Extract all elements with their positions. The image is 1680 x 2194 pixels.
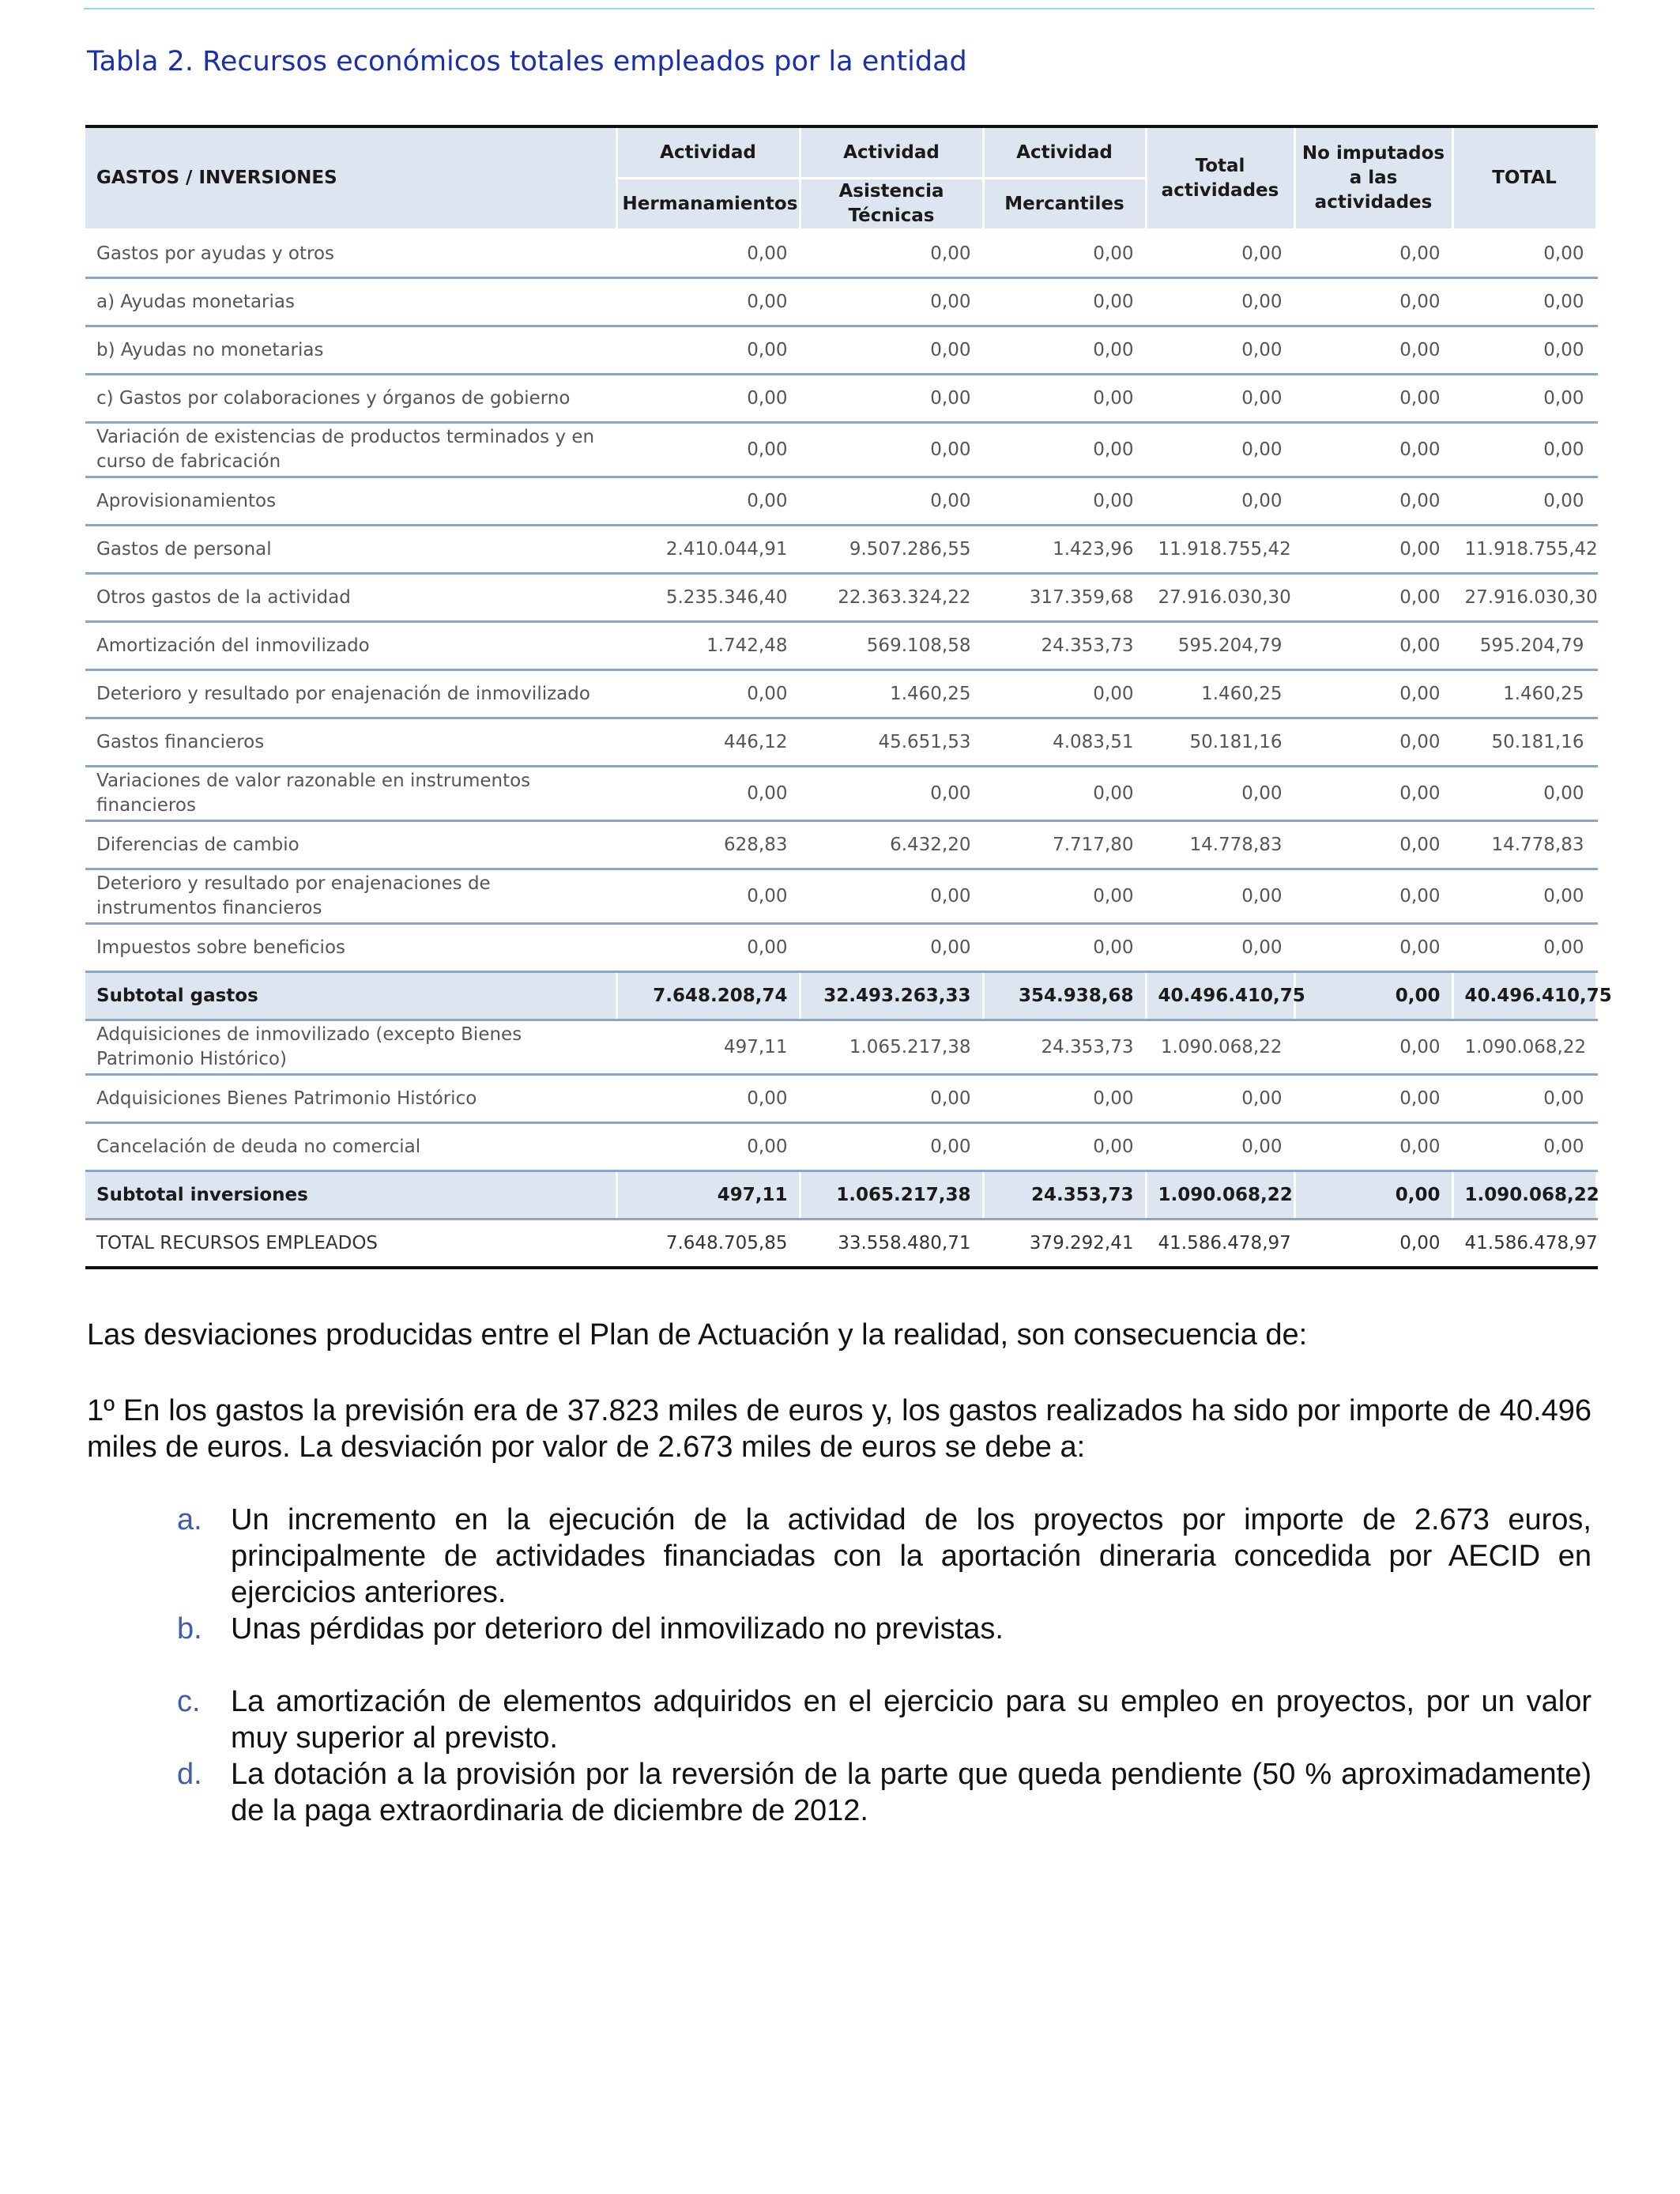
- reason-marker: a.: [177, 1503, 202, 1536]
- row-value: 1.460,25: [800, 670, 983, 718]
- row-value: 1.090.068,22: [1452, 1171, 1596, 1220]
- row-value: 0,00: [983, 670, 1146, 718]
- header-total-actividades: Total actividades: [1146, 126, 1294, 230]
- row-value: 0,00: [983, 767, 1146, 821]
- header-act2-bottom: Asistencia Técnicas: [800, 179, 983, 230]
- row-value: 0,00: [616, 230, 800, 278]
- row-value: 0,00: [983, 326, 1146, 375]
- row-value: 14.778,83: [1452, 821, 1596, 869]
- row-value: 0,00: [1146, 326, 1294, 375]
- row-value: 0,00: [800, 278, 983, 326]
- row-value: 14.778,83: [1146, 821, 1294, 869]
- row-value: 0,00: [983, 230, 1146, 278]
- row-value: 1.090.068,22: [1146, 1171, 1294, 1220]
- table-row: [85, 972, 1596, 1020]
- table-row: [85, 670, 1596, 718]
- header-act3-bottom: Mercantiles: [983, 179, 1146, 230]
- row-label: Subtotal inversiones: [85, 1171, 616, 1220]
- row-label: Diferencias de cambio: [85, 821, 616, 869]
- row-value: 0,00: [1294, 670, 1452, 718]
- row-value: 0,00: [1452, 278, 1596, 326]
- row-value: 569.108,58: [800, 622, 983, 670]
- row-value: 0,00: [1294, 869, 1452, 924]
- row-value: 0,00: [800, 423, 983, 477]
- reason-item: [87, 1502, 1591, 1611]
- row-label: Deterioro y resultado por enajenaciones de instrumentos financieros: [85, 869, 616, 924]
- row-value: 0,00: [1294, 375, 1452, 423]
- row-value: 27.916.030,30: [1146, 574, 1294, 622]
- table-row: [85, 869, 1596, 924]
- row-value: 0,00: [983, 477, 1146, 526]
- row-label: Cancelación de deuda no comercial: [85, 1123, 616, 1171]
- row-value: 0,00: [616, 1123, 800, 1171]
- row-label: TOTAL RECURSOS EMPLEADOS: [85, 1220, 616, 1269]
- table-row: [85, 622, 1596, 670]
- row-value: 11.918.755,42: [1452, 526, 1596, 574]
- row-value: 0,00: [800, 326, 983, 375]
- row-value: 0,00: [1294, 1220, 1452, 1269]
- row-value: 0,00: [1146, 869, 1294, 924]
- table-row: [85, 423, 1596, 477]
- table-row: [85, 278, 1596, 326]
- row-value: 0,00: [983, 869, 1146, 924]
- expense-deviation-paragraph: 1º En los gastos la previsión era de 37.823 miles de euros y, los gastos realizados ha sido por importe de 40.496 miles de euros. La desviación por valor de 2.673 miles de euros se debe a:: [87, 1394, 1591, 1464]
- reason-item: [87, 1756, 1591, 1829]
- row-value: 0,00: [1294, 1075, 1452, 1123]
- row-value: 41.586.478,97: [1452, 1220, 1596, 1269]
- intro-paragraph: Las desviaciones producidas entre el Plan de Actuación y la realidad, son consecuencia de:: [87, 1318, 1308, 1351]
- row-value: 9.507.286,55: [800, 526, 983, 574]
- row-value: 24.353,73: [983, 1020, 1146, 1075]
- row-value: 0,00: [983, 278, 1146, 326]
- row-value: 0,00: [1294, 821, 1452, 869]
- row-value: 24.353,73: [983, 1171, 1146, 1220]
- row-value: 0,00: [1146, 1123, 1294, 1171]
- row-value: 50.181,16: [1452, 718, 1596, 767]
- reason-item: [87, 1683, 1591, 1756]
- row-label: Gastos de personal: [85, 526, 616, 574]
- row-value: 0,00: [1452, 375, 1596, 423]
- row-value: 1.423,96: [983, 526, 1146, 574]
- row-value: 6.432,20: [800, 821, 983, 869]
- row-value: 0,00: [1452, 477, 1596, 526]
- header-act1-top: Actividad: [616, 126, 800, 179]
- row-value: 0,00: [616, 1075, 800, 1123]
- row-value: 50.181,16: [1146, 718, 1294, 767]
- row-label: Gastos financieros: [85, 718, 616, 767]
- row-value: 0,00: [1146, 1075, 1294, 1123]
- row-value: 45.651,53: [800, 718, 983, 767]
- row-value: 40.496.410,75: [1146, 972, 1294, 1020]
- row-label: Aprovisionamientos: [85, 477, 616, 526]
- reason-text: La dotación a la provisión por la reversión de la parte que queda pendiente (50 % aproximadamente) de la paga extraordinaria de diciembre de 2012.: [231, 1758, 1591, 1827]
- row-value: 32.493.263,33: [800, 972, 983, 1020]
- row-value: 0,00: [1294, 230, 1452, 278]
- row-value: 0,00: [1294, 718, 1452, 767]
- reason-text: La amortización de elementos adquiridos en el ejercicio para su empleo en proyectos, por un valor muy superior al previsto.: [231, 1685, 1591, 1755]
- row-value: 0,00: [616, 278, 800, 326]
- header-act1-bottom: Hermanamientos: [616, 179, 800, 230]
- table-row: [85, 1075, 1596, 1123]
- row-value: 0,00: [1452, 423, 1596, 477]
- row-value: 0,00: [1146, 230, 1294, 278]
- row-value: 446,12: [616, 718, 800, 767]
- table-row: [85, 574, 1596, 622]
- table-row: [85, 1220, 1596, 1269]
- row-value: 0,00: [983, 924, 1146, 972]
- row-value: 379.292,41: [983, 1220, 1146, 1269]
- table-row: [85, 821, 1596, 869]
- row-value: 5.235.346,40: [616, 574, 800, 622]
- header-gastos-inversiones: GASTOS / INVERSIONES: [85, 126, 616, 230]
- table-row: [85, 718, 1596, 767]
- row-value: 0,00: [616, 423, 800, 477]
- table-body: [85, 230, 1612, 1269]
- row-value: 0,00: [800, 375, 983, 423]
- row-label: c) Gastos por colaboraciones y órganos de gobierno: [85, 375, 616, 423]
- header-act2-top: Actividad: [800, 126, 983, 179]
- reason-marker: c.: [177, 1685, 201, 1718]
- row-value: 0,00: [800, 869, 983, 924]
- table-row: [85, 230, 1596, 278]
- row-value: 0,00: [616, 375, 800, 423]
- row-value: 41.586.478,97: [1146, 1220, 1294, 1269]
- row-value: 595.204,79: [1452, 622, 1596, 670]
- row-value: 1.742,48: [616, 622, 800, 670]
- row-value: 0,00: [1452, 924, 1596, 972]
- row-label: Deterioro y resultado por enajenación de inmovilizado: [85, 670, 616, 718]
- row-label: Subtotal gastos: [85, 972, 616, 1020]
- row-value: 0,00: [1452, 767, 1596, 821]
- row-value: 0,00: [1294, 477, 1452, 526]
- row-value: 0,00: [1146, 767, 1294, 821]
- row-value: 0,00: [1452, 230, 1596, 278]
- row-value: 0,00: [616, 477, 800, 526]
- row-value: 24.353,73: [983, 622, 1146, 670]
- table-row: [85, 477, 1596, 526]
- row-value: 0,00: [1294, 423, 1452, 477]
- row-value: 0,00: [1452, 326, 1596, 375]
- table-caption: Tabla 2. Recursos económicos totales empleados por la entidad: [87, 46, 967, 77]
- row-value: 0,00: [1294, 972, 1452, 1020]
- row-value: 0,00: [1294, 1020, 1452, 1075]
- row-value: 0,00: [1294, 1171, 1452, 1220]
- row-value: 0,00: [616, 670, 800, 718]
- row-value: 0,00: [800, 1123, 983, 1171]
- row-value: 354.938,68: [983, 972, 1146, 1020]
- row-value: 0,00: [800, 1075, 983, 1123]
- header-act3-top: Actividad: [983, 126, 1146, 179]
- row-value: 0,00: [1294, 278, 1452, 326]
- row-label: Variación de existencias de productos terminados y en curso de fabricación: [85, 423, 616, 477]
- table-row: [85, 326, 1596, 375]
- row-value: 0,00: [1294, 924, 1452, 972]
- row-label: Adquisiciones Bienes Patrimonio Histórico: [85, 1075, 616, 1123]
- resources-table: [85, 125, 1612, 1269]
- row-value: 7.717,80: [983, 821, 1146, 869]
- reason-text: Unas pérdidas por deterioro del inmovilizado no previstas.: [231, 1612, 1004, 1646]
- row-value: 0,00: [1146, 278, 1294, 326]
- row-value: 1.090.068,22: [1452, 1020, 1596, 1075]
- table-row: [85, 1123, 1596, 1171]
- row-value: 0,00: [983, 1075, 1146, 1123]
- row-label: Adquisiciones de inmovilizado (excepto Bienes Patrimonio Histórico): [85, 1020, 616, 1075]
- row-value: 0,00: [1452, 1123, 1596, 1171]
- row-value: 0,00: [1294, 326, 1452, 375]
- row-label: Otros gastos de la actividad: [85, 574, 616, 622]
- table-header: [85, 126, 1596, 230]
- row-label: Gastos por ayudas y otros: [85, 230, 616, 278]
- row-value: 0,00: [1452, 869, 1596, 924]
- row-value: 1.460,25: [1452, 670, 1596, 718]
- table-row: [85, 375, 1596, 423]
- row-value: 0,00: [1294, 1123, 1452, 1171]
- row-value: 0,00: [1146, 924, 1294, 972]
- row-value: 0,00: [1452, 1075, 1596, 1123]
- row-value: 0,00: [983, 423, 1146, 477]
- row-value: 1.065.217,38: [800, 1020, 983, 1075]
- top-rule: [84, 8, 1595, 9]
- table-row: [85, 1171, 1596, 1220]
- row-value: 0,00: [616, 767, 800, 821]
- reason-item: [87, 1611, 1591, 1647]
- row-value: 0,00: [800, 767, 983, 821]
- row-value: 0,00: [800, 230, 983, 278]
- reason-text: Un incremento en la ejecución de la actividad de los proyectos por importe de 2.673 euros, principalmente de actividades financiadas con la aportación dineraria concedida por AECID en ejercicios anteriores.: [231, 1503, 1591, 1609]
- header-total: TOTAL: [1452, 126, 1596, 230]
- row-value: 0,00: [800, 477, 983, 526]
- table-row: [85, 767, 1596, 821]
- row-value: 4.083,51: [983, 718, 1146, 767]
- row-value: 7.648.208,74: [616, 972, 800, 1020]
- row-value: 11.918.755,42: [1146, 526, 1294, 574]
- row-value: 0,00: [1146, 375, 1294, 423]
- reason-marker: b.: [177, 1612, 202, 1646]
- row-value: 0,00: [1294, 622, 1452, 670]
- row-value: 0,00: [983, 375, 1146, 423]
- header-no-imputados: No imputados a las actividades: [1294, 126, 1452, 230]
- row-value: 317.359,68: [983, 574, 1146, 622]
- row-value: 0,00: [983, 1123, 1146, 1171]
- row-value: 0,00: [616, 326, 800, 375]
- row-label: Amortización del inmovilizado: [85, 622, 616, 670]
- row-value: 0,00: [1294, 767, 1452, 821]
- row-value: 497,11: [616, 1020, 800, 1075]
- row-value: 1.460,25: [1146, 670, 1294, 718]
- row-value: 628,83: [616, 821, 800, 869]
- row-label: Impuestos sobre beneficios: [85, 924, 616, 972]
- row-value: 1.090.068,22: [1146, 1020, 1294, 1075]
- row-label: Variaciones de valor razonable en instrumentos financieros: [85, 767, 616, 821]
- row-value: 595.204,79: [1146, 622, 1294, 670]
- row-value: 0,00: [1146, 423, 1294, 477]
- row-value: 40.496.410,75: [1452, 972, 1596, 1020]
- row-value: 0,00: [1294, 526, 1452, 574]
- row-value: 0,00: [616, 924, 800, 972]
- row-value: 0,00: [616, 869, 800, 924]
- row-value: 0,00: [1294, 574, 1452, 622]
- resources-table-wrap: [85, 125, 1612, 1269]
- table-row: [85, 526, 1596, 574]
- row-value: 0,00: [1146, 477, 1294, 526]
- row-label: b) Ayudas no monetarias: [85, 326, 616, 375]
- row-value: 0,00: [800, 924, 983, 972]
- row-label: a) Ayudas monetarias: [85, 278, 616, 326]
- reason-marker: d.: [177, 1758, 202, 1791]
- table-row: [85, 924, 1596, 972]
- row-value: 33.558.480,71: [800, 1220, 983, 1269]
- row-value: 27.916.030,30: [1452, 574, 1596, 622]
- row-value: 2.410.044,91: [616, 526, 800, 574]
- table-row: [85, 1020, 1596, 1075]
- row-value: 1.065.217,38: [800, 1171, 983, 1220]
- row-value: 497,11: [616, 1171, 800, 1220]
- row-value: 22.363.324,22: [800, 574, 983, 622]
- reason-list: [87, 1502, 1591, 1829]
- row-value: 7.648.705,85: [616, 1220, 800, 1269]
